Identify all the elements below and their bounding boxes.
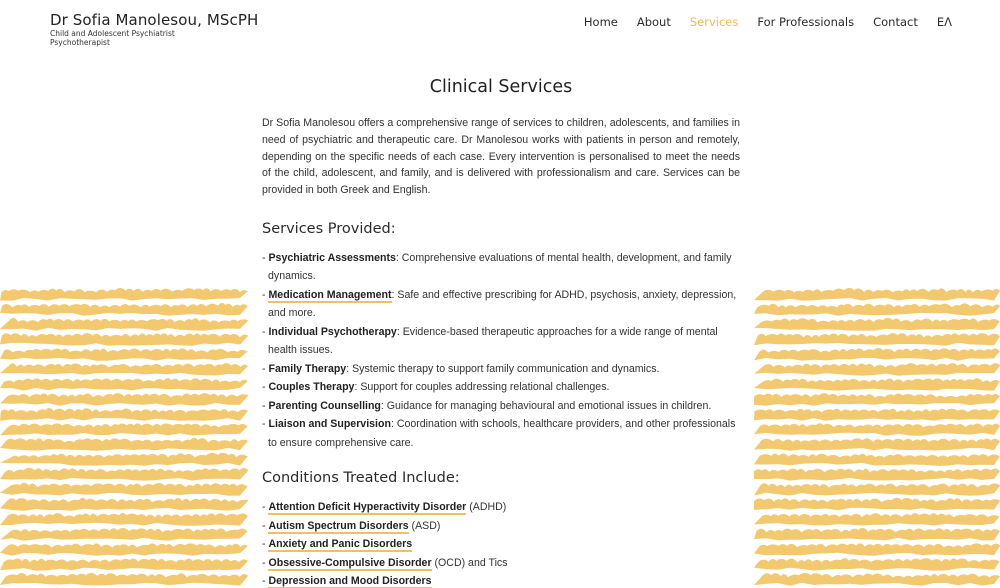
list-bullet: -	[262, 325, 269, 338]
service-item	[262, 360, 740, 379]
nav-for-professionals[interactable]: For Professionals	[757, 15, 855, 29]
brush-stroke	[754, 513, 1000, 525]
list-bullet: -	[262, 251, 269, 264]
service-item	[262, 286, 740, 323]
term-description: : Evidence-based therapeutic approaches for a wide range of mental health issues.	[268, 325, 718, 357]
brush-stroke	[754, 348, 1000, 361]
intro-paragraph: Dr Sofia Manolesou offers a comprehensive range of services to children, adolescents, and families in need of psychiatric and therapeutic care. Dr Manolesou works with patients in person and remotely, depending on the specific needs of each case. Every intervention is personalised to meet the needs of the child, adolescent, and family, and is delivered with professionalism and care. Services can be provided in both Greek and English.	[262, 117, 740, 197]
list-bullet: -	[262, 288, 269, 301]
brush-stroke	[0, 558, 248, 570]
condition-item	[262, 535, 740, 554]
condition-item	[262, 517, 740, 536]
brush-stroke	[0, 408, 248, 421]
term-description: : Safe and effective prescribing for ADHD, psychosis, anxiety, depression, and more.	[268, 288, 737, 320]
brand-logo[interactable]	[50, 11, 258, 47]
brush-stroke	[0, 483, 248, 496]
term-description: : Systemic therapy to support family communication and dynamics.	[346, 362, 660, 375]
brush-stroke	[0, 438, 248, 451]
site-header	[0, 0, 1000, 56]
list-bullet: -	[262, 575, 269, 588]
brush-stroke	[0, 423, 248, 435]
brush-stroke	[754, 469, 1000, 481]
brush-stroke	[754, 483, 1000, 496]
term-description: : Guidance for managing behavioural and emotional issues in children.	[380, 399, 712, 412]
term-link[interactable]: Medication Management	[268, 288, 392, 301]
brush-stroke	[754, 363, 1000, 376]
brush-stroke	[754, 528, 1000, 540]
language-switch-greek[interactable]: ΕΛ	[936, 15, 952, 29]
nav-contact[interactable]: Contact	[873, 15, 918, 29]
brush-stroke	[0, 318, 248, 331]
condition-item	[262, 498, 740, 517]
brush-stroke	[754, 409, 1000, 421]
term-link[interactable]: Autism Spectrum Disorders	[268, 519, 409, 532]
nav-about[interactable]: About	[636, 15, 671, 29]
brush-stroke	[754, 288, 1000, 301]
term-description: : Comprehensive evaluations of mental health, development, and family dynamics.	[268, 251, 732, 283]
brush-stroke	[754, 393, 1000, 406]
brush-stroke	[754, 543, 1000, 555]
wave-left-graphic	[0, 288, 248, 588]
conditions-heading: Conditions Treated Include:	[262, 470, 460, 487]
brush-stroke	[754, 498, 1000, 510]
brush-stroke	[754, 454, 1000, 466]
list-bullet: -	[262, 381, 269, 394]
brush-stroke	[0, 573, 248, 586]
term-description: : Coordination with schools, healthcare providers, and other professionals to ensure comprehensive care.	[268, 418, 736, 449]
list-bullet: -	[262, 538, 269, 551]
condition-item	[262, 554, 740, 573]
term-link[interactable]: Attention Deficit Hyperactivity Disorder	[268, 501, 467, 514]
nav-home[interactable]: Home	[583, 15, 618, 29]
brush-stroke	[0, 303, 248, 316]
term-link[interactable]: Obsessive-Compulsive Disorder	[268, 556, 432, 569]
brush-stroke	[754, 303, 1000, 315]
list-bullet: -	[262, 362, 269, 375]
list-bullet: -	[262, 556, 269, 569]
brush-stroke	[0, 393, 248, 406]
page-title: Clinical Services	[429, 77, 573, 97]
term-label: Family Therapy	[268, 362, 347, 375]
wave-right-graphic	[754, 288, 1000, 588]
service-item	[262, 415, 740, 452]
brush-stroke	[0, 333, 248, 346]
term-label: Individual Psychotherapy	[268, 325, 397, 338]
brush-stroke	[0, 528, 248, 541]
brush-stroke	[754, 378, 1000, 391]
brand-name[interactable]: Dr Sofia Manolesou, MScPH	[50, 11, 259, 29]
brush-stroke	[0, 363, 248, 375]
service-item	[262, 323, 740, 360]
brush-stroke	[0, 543, 248, 555]
term-description: (ASD)	[408, 519, 441, 532]
condition-item	[262, 572, 740, 588]
brush-stroke	[0, 498, 248, 511]
brush-stroke	[0, 468, 248, 481]
list-bullet: -	[262, 501, 269, 514]
brush-stroke	[0, 513, 248, 526]
list-bullet: -	[262, 399, 269, 412]
term-description: (OCD) and Tics	[431, 556, 508, 569]
services-heading: Services Provided:	[262, 220, 396, 237]
decorative-wave-right	[754, 288, 1000, 588]
brand-subtitle-2: Psychotherapist	[50, 38, 110, 47]
brush-stroke	[754, 438, 1000, 450]
term-label: Psychiatric Assessments	[268, 251, 396, 264]
nav-services[interactable]: Services	[689, 15, 739, 29]
brush-stroke	[754, 573, 1000, 586]
brand-subtitle-1: Child and Adolescent Psychiatrist	[50, 29, 175, 38]
service-item	[262, 378, 740, 397]
brush-stroke	[0, 453, 248, 466]
term-description: (ADHD)	[466, 501, 507, 514]
services-list	[262, 249, 740, 453]
term-label: Liaison and Supervision	[268, 418, 391, 431]
term-description: : Support for couples addressing relational challenges.	[354, 381, 610, 394]
brush-stroke	[0, 378, 248, 390]
brush-stroke	[0, 348, 248, 360]
brush-stroke	[754, 558, 1000, 570]
list-bullet: -	[262, 519, 269, 532]
term-label: Parenting Counselling	[268, 399, 381, 412]
decorative-wave-left	[0, 288, 248, 588]
service-item	[262, 249, 740, 286]
brush-stroke	[754, 423, 1000, 435]
term-link[interactable]: Anxiety and Panic Disorders	[268, 538, 413, 551]
main-content	[262, 74, 740, 588]
main-nav	[565, 15, 952, 29]
brush-stroke	[754, 333, 1000, 346]
brush-stroke	[0, 288, 248, 301]
brush-stroke	[754, 318, 1000, 331]
conditions-list	[262, 498, 740, 588]
service-item	[262, 397, 740, 416]
list-bullet: -	[262, 418, 269, 431]
term-label: Couples Therapy	[268, 381, 355, 394]
term-link[interactable]: Depression and Mood Disorders	[268, 575, 432, 588]
